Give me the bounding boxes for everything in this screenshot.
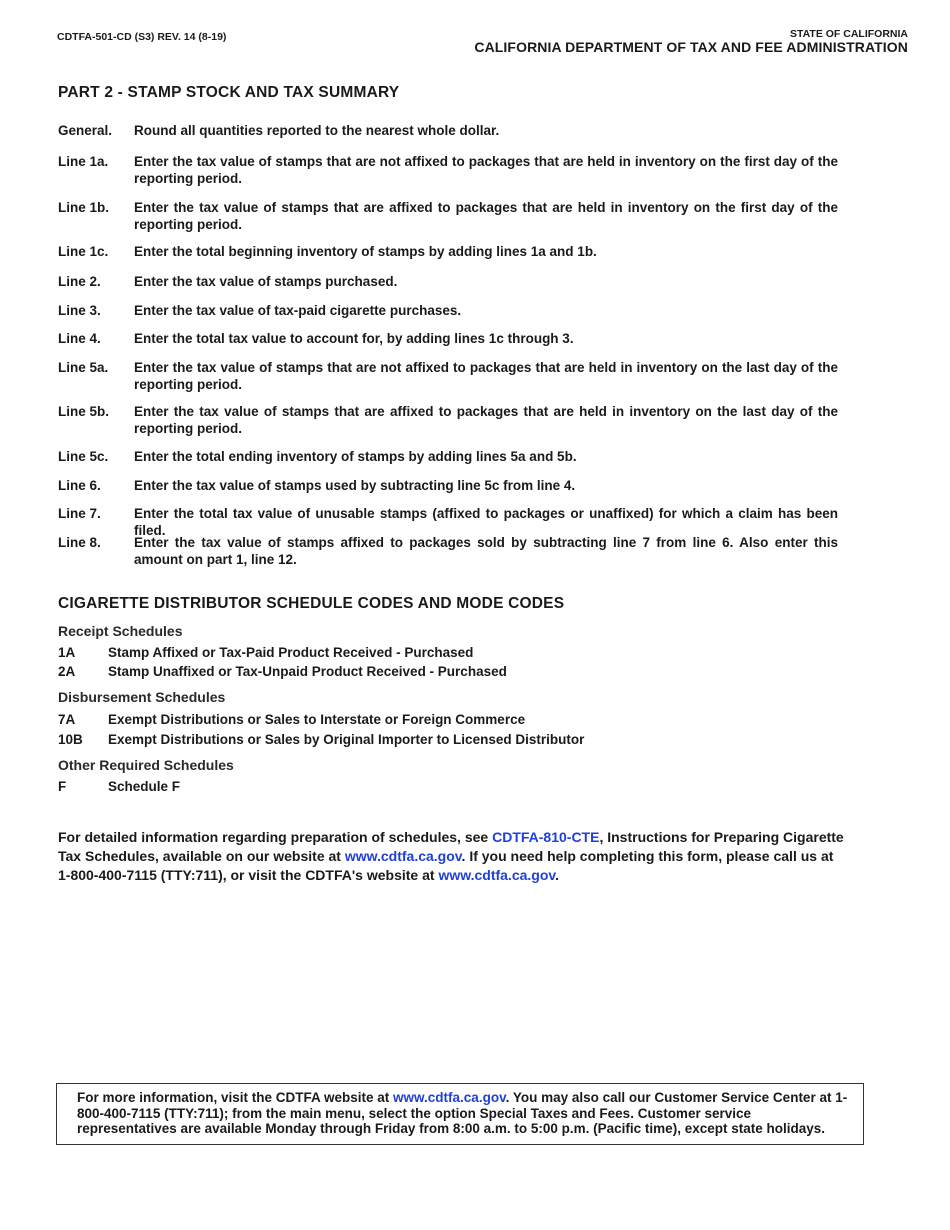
line-label: Line 1b. — [58, 200, 110, 215]
line-label: Line 7. — [58, 506, 101, 521]
line-label: Line 8. — [58, 535, 101, 550]
line-label: Line 3. — [58, 303, 101, 318]
line-text: Enter the tax value of stamps that are not affixed to packages that are held in inventory on the last day of the reporting period. — [134, 360, 838, 392]
line-label: Line 5c. — [58, 449, 109, 464]
website-link[interactable]: www.cdtfa.ca.gov — [438, 867, 556, 883]
line-text: Round all quantities reported to the nearest whole dollar. — [134, 123, 500, 138]
line-label: General. — [58, 123, 113, 138]
line-text: Enter the tax value of stamps that are affixed to packages that are held in inventory on the last day of the reporting period. — [134, 404, 838, 436]
schedule-desc: Exempt Distributions or Sales by Original Importer to Licensed Distributor — [108, 732, 585, 747]
part2-title: PART 2 - STAMP STOCK AND TAX SUMMARY — [58, 84, 400, 101]
state-label: STATE OF CALIFORNIA — [789, 28, 908, 40]
info-text: . If you need help completing this form, please call us at 1-800-400-7115 (TTY:711), or visit the CDTFA's website at — [58, 848, 834, 883]
schedule-desc: Exempt Distributions or Sales to Interstate or Foreign Commerce — [108, 712, 526, 727]
schedule-desc: Stamp Affixed or Tax-Paid Product Received - Purchased — [108, 645, 474, 660]
schedule-code: 1A — [58, 645, 76, 660]
line-text: Enter the total tax value of unusable stamps (affixed to packages or unaffixed) for which a claim has been filed. — [134, 506, 838, 538]
schedule-code: F — [58, 779, 67, 794]
line-label: Line 2. — [58, 274, 101, 289]
department-name: CALIFORNIA DEPARTMENT OF TAX AND FEE ADMINISTRATION — [474, 39, 908, 56]
line-8 — [58, 535, 838, 568]
footer-text: . You may also call our Customer Service Center at 1-800-400-7115 (TTY:711); from the main menu, select the option Special Taxes and Fees. Customer service representatives are available Monday through Friday from 8:00 a.m. to 5:00 p.m. (Pacific time), except state holidays. — [77, 1090, 848, 1136]
line-5b — [58, 404, 838, 437]
footer-website-link[interactable]: www.cdtfa.ca.gov — [393, 1090, 506, 1105]
line-label: Line 1a. — [58, 154, 109, 169]
schedule-code: 10B — [58, 732, 83, 747]
schedule-code: 7A — [58, 712, 76, 727]
line-text: Enter the total ending inventory of stamps by adding lines 5a and 5b. — [134, 449, 577, 464]
disbursement-schedules-heading: Disbursement Schedules — [58, 689, 226, 705]
schedule-row-f — [58, 779, 180, 794]
line-label: Line 6. — [58, 478, 101, 493]
agency-header — [474, 29, 908, 55]
info-text: , Instructions for Preparing Cigarette Tax Schedules, available on our website at — [58, 829, 844, 864]
schedule-desc: Stamp Unaffixed or Tax-Unpaid Product Received - Purchased — [108, 664, 507, 679]
detailed-info-paragraph — [58, 828, 848, 885]
line-1b — [58, 200, 838, 233]
line-text: Enter the total tax value to account for, by adding lines 1c through 3. — [134, 331, 574, 346]
line-text: Enter the tax value of stamps that are not affixed to packages that are held in inventory on the first day of the reporting period. — [134, 154, 838, 186]
cdtfa-810-cte-link[interactable]: CDTFA-810-CTE — [492, 829, 600, 845]
form-id: CDTFA-501-CD (S3) REV. 14 (8-19) — [57, 31, 227, 43]
schedule-desc: Schedule F — [108, 779, 181, 794]
line-text: Enter the tax value of stamps purchased. — [134, 274, 398, 289]
line-label: Line 4. — [58, 331, 101, 346]
line-4 — [58, 331, 838, 348]
line-text: Enter the total beginning inventory of stamps by adding lines 1a and 1b. — [134, 244, 597, 259]
line-text: Enter the tax value of stamps used by subtracting line 5c from line 4. — [134, 478, 576, 493]
info-text: . — [555, 867, 560, 883]
line-text: Enter the tax value of stamps affixed to packages sold by subtracting line 7 from line 6. Also enter this amount on part 1, line 12. — [134, 535, 838, 567]
other-schedules-heading: Other Required Schedules — [58, 757, 234, 773]
line-text: Enter the tax value of stamps that are affixed to packages that are held in inventory on the first day of the reporting period. — [134, 200, 838, 232]
receipt-schedules-heading: Receipt Schedules — [58, 623, 183, 639]
line-text: Enter the tax value of tax-paid cigarette purchases. — [134, 303, 462, 318]
line-1c — [58, 244, 838, 261]
schedule-row-7a — [58, 712, 525, 727]
line-general — [58, 123, 838, 140]
info-text: For detailed information regarding preparation of schedules, see — [58, 829, 493, 845]
line-5a — [58, 360, 838, 393]
schedule-row-1a — [58, 645, 473, 660]
schedule-code: 2A — [58, 664, 76, 679]
footer-text: For more information, visit the CDTFA website at — [77, 1090, 394, 1105]
line-label: Line 1c. — [58, 244, 109, 259]
footer-info-box — [56, 1083, 864, 1145]
line-3 — [58, 303, 838, 320]
line-6 — [58, 478, 838, 495]
line-1a — [58, 154, 838, 187]
schedule-row-2a — [58, 664, 507, 679]
website-link[interactable]: www.cdtfa.ca.gov — [344, 848, 462, 864]
line-label: Line 5b. — [58, 404, 110, 419]
line-2 — [58, 274, 838, 291]
line-5c — [58, 449, 838, 466]
schedule-codes-title: CIGARETTE DISTRIBUTOR SCHEDULE CODES AND MODE CODES — [58, 595, 565, 612]
line-label: Line 5a. — [58, 360, 109, 375]
schedule-row-10b — [58, 732, 584, 747]
